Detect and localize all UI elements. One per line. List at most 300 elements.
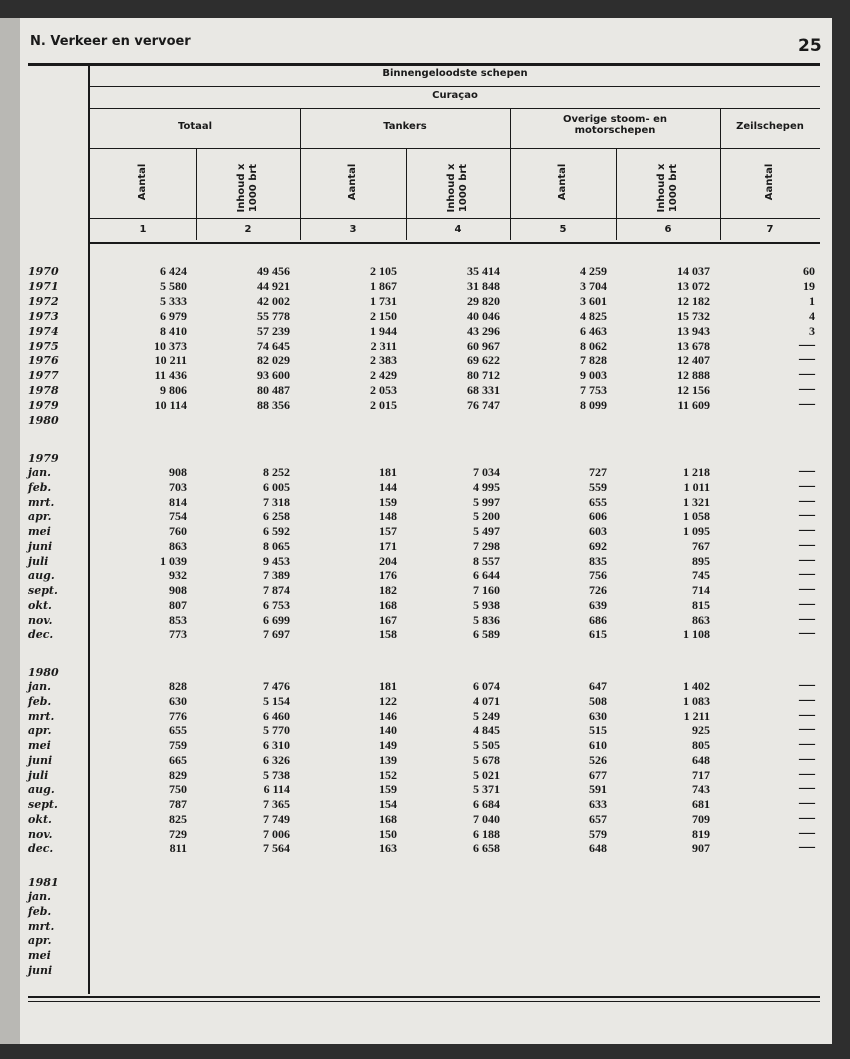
bottom-rule bbox=[28, 996, 820, 998]
table-cell: 639 bbox=[589, 597, 607, 612]
table-cell: 7 298 bbox=[473, 538, 500, 553]
row-label: nov. bbox=[28, 827, 53, 841]
subheader-col-4: Inhoud x 1000 brt bbox=[446, 163, 469, 213]
table-cell: 759 bbox=[169, 738, 187, 752]
top-rule bbox=[28, 63, 820, 66]
table-cell: 57 239 bbox=[257, 323, 290, 338]
year-heading: 1980 bbox=[28, 666, 59, 679]
table-cell: — bbox=[799, 764, 815, 782]
row-label: mrt. bbox=[28, 495, 55, 509]
table-cell: 2 105 bbox=[370, 264, 397, 278]
table-cell: 80 487 bbox=[257, 383, 290, 398]
table-cell: 146 bbox=[379, 708, 397, 723]
table-cell: 6 258 bbox=[263, 509, 290, 524]
row-label: 1977 bbox=[28, 369, 59, 383]
table-cell: 729 bbox=[169, 826, 187, 841]
table-cell: 6 460 bbox=[263, 708, 290, 723]
row-label: feb. bbox=[28, 480, 52, 494]
table-cell: 4 825 bbox=[580, 308, 607, 323]
table-cell: 6 684 bbox=[473, 797, 500, 811]
table-cell: 5 371 bbox=[473, 782, 500, 797]
row-label: dec. bbox=[28, 628, 54, 642]
rule bbox=[90, 86, 820, 87]
table-cell: 703 bbox=[169, 479, 187, 494]
table-cell: 681 bbox=[692, 797, 710, 811]
table-cell: 12 156 bbox=[677, 383, 710, 398]
row-label: juli bbox=[28, 554, 49, 568]
table-cell: 13 943 bbox=[677, 323, 710, 338]
table-cell: 13 072 bbox=[677, 278, 710, 293]
table-cell: 773 bbox=[169, 627, 187, 642]
header-bottom-rule bbox=[90, 242, 820, 244]
group-tankers: Tankers bbox=[383, 121, 427, 132]
table-cell: 686 bbox=[589, 612, 607, 627]
table-cell: 825 bbox=[169, 811, 187, 826]
table-cell: — bbox=[799, 690, 815, 708]
row-label: 1979 bbox=[28, 399, 59, 413]
table-cell: 863 bbox=[169, 538, 187, 553]
table-cell: 907 bbox=[692, 841, 710, 856]
table-cell: 55 778 bbox=[257, 308, 290, 323]
table-cell: 4 071 bbox=[473, 693, 500, 708]
table-cell: 82 029 bbox=[257, 353, 290, 368]
table-cell: — bbox=[799, 735, 815, 752]
table-cell: 6 589 bbox=[473, 627, 500, 642]
table-cell: 925 bbox=[692, 723, 710, 738]
table-cell: 655 bbox=[169, 723, 187, 738]
table-cell: — bbox=[799, 350, 815, 368]
table-cell: 12 182 bbox=[677, 293, 710, 308]
table-cell: 5 770 bbox=[263, 723, 290, 738]
binding-edge bbox=[0, 18, 20, 1044]
table-cell: — bbox=[799, 580, 815, 597]
table-cell: 603 bbox=[589, 524, 607, 538]
column-number: 7 bbox=[766, 224, 774, 235]
table-cell: 158 bbox=[379, 627, 397, 642]
table-cell: 9 806 bbox=[160, 383, 187, 398]
table-cell: 745 bbox=[692, 568, 710, 583]
table-cell: — bbox=[799, 823, 815, 841]
table-subtitle: Curaçao bbox=[432, 90, 478, 101]
row-label: 1975 bbox=[28, 339, 59, 353]
table-cell: 42 002 bbox=[257, 293, 290, 308]
table-cell: — bbox=[799, 565, 815, 583]
table-cell: 8 557 bbox=[473, 553, 500, 568]
table-cell: 4 845 bbox=[473, 723, 500, 738]
section-title: N. Verkeer en vervoer bbox=[30, 34, 191, 49]
table-cell: 606 bbox=[589, 509, 607, 524]
table-cell: 633 bbox=[589, 797, 607, 811]
table-cell: 2 429 bbox=[370, 368, 397, 383]
table-cell: 144 bbox=[379, 479, 397, 494]
column-number: 2 bbox=[244, 224, 252, 235]
table-cell: 43 296 bbox=[467, 323, 500, 338]
table-cell: 7 564 bbox=[263, 841, 290, 856]
group-overige: Overige stoom- en motorschepen bbox=[562, 114, 667, 136]
table-cell: 181 bbox=[379, 465, 397, 479]
table-cell: 7 476 bbox=[263, 679, 290, 693]
table-cell: 750 bbox=[169, 782, 187, 797]
row-label: juni bbox=[28, 539, 53, 553]
row-label: juli bbox=[28, 768, 49, 782]
table-cell: 1 bbox=[809, 293, 815, 308]
table-cell: 692 bbox=[589, 538, 607, 553]
table-cell: — bbox=[799, 365, 815, 383]
table-cell: 767 bbox=[692, 538, 710, 553]
table-cell: 932 bbox=[169, 568, 187, 583]
row-label: okt. bbox=[28, 812, 52, 826]
table-cell: 44 921 bbox=[257, 278, 290, 293]
group-totaal: Totaal bbox=[177, 121, 213, 132]
table-cell: 6 188 bbox=[473, 826, 500, 841]
year-heading: 1979 bbox=[28, 452, 59, 465]
table-cell: 610 bbox=[589, 738, 607, 752]
table-cell: 15 732 bbox=[677, 308, 710, 323]
table-cell: 714 bbox=[692, 583, 710, 597]
table-cell: 828 bbox=[169, 679, 187, 693]
table-cell: 5 938 bbox=[473, 597, 500, 612]
table-cell: 1 867 bbox=[370, 278, 397, 293]
table-cell: 148 bbox=[379, 509, 397, 524]
column-number: 6 bbox=[664, 224, 672, 235]
table-cell: 3 bbox=[809, 323, 815, 338]
row-label: jan. bbox=[28, 466, 51, 479]
table-cell: 630 bbox=[589, 708, 607, 723]
table-cell: 717 bbox=[692, 767, 710, 782]
subheader-col-3: Aantal bbox=[347, 163, 358, 201]
table-cell: 814 bbox=[169, 494, 187, 509]
table-cell: 7 040 bbox=[473, 811, 500, 826]
subheader-col-2: Inhoud x 1000 brt bbox=[236, 163, 259, 213]
table-cell: 140 bbox=[379, 723, 397, 738]
subheader-col-6: Inhoud x 1000 brt bbox=[656, 163, 679, 213]
table-cell: 1 108 bbox=[683, 627, 710, 642]
table-cell: 60 bbox=[803, 264, 815, 278]
table-cell: 10 373 bbox=[154, 338, 187, 353]
table-cell: 11 609 bbox=[677, 398, 710, 413]
table-cell: 168 bbox=[379, 811, 397, 826]
table-cell: 7 828 bbox=[580, 353, 607, 368]
row-label: 1972 bbox=[28, 294, 59, 308]
table-cell: 154 bbox=[379, 797, 397, 811]
table-cell: 6 979 bbox=[160, 308, 187, 323]
rule bbox=[90, 218, 820, 219]
table-cell: — bbox=[799, 521, 815, 538]
table-cell: 176 bbox=[379, 568, 397, 583]
table-cell: 5 249 bbox=[473, 708, 500, 723]
row-label: apr. bbox=[28, 934, 52, 948]
table-cell: 819 bbox=[692, 826, 710, 841]
subheader-col-1: Aantal bbox=[137, 163, 148, 201]
table-cell: 7 034 bbox=[473, 465, 500, 479]
table-cell: 805 bbox=[692, 738, 710, 752]
table-cell: 4 bbox=[809, 308, 815, 323]
table-cell: 157 bbox=[379, 524, 397, 538]
table-cell: 709 bbox=[692, 811, 710, 826]
row-label: apr. bbox=[28, 510, 52, 524]
table-cell: 648 bbox=[692, 752, 710, 767]
row-label: sept. bbox=[28, 798, 58, 811]
table-cell: — bbox=[799, 779, 815, 797]
column-number: 5 bbox=[559, 224, 567, 235]
table-cell: 760 bbox=[169, 524, 187, 538]
row-label: mei bbox=[28, 525, 51, 538]
table-cell: 6 699 bbox=[263, 612, 290, 627]
table-cell: 11 436 bbox=[154, 368, 187, 383]
table-cell: 6 644 bbox=[473, 568, 500, 583]
table-cell: 754 bbox=[169, 509, 187, 524]
table-cell: 2 150 bbox=[370, 308, 397, 323]
table-cell: 7 006 bbox=[263, 826, 290, 841]
row-label: aug. bbox=[28, 783, 55, 797]
table-cell: 1 218 bbox=[683, 465, 710, 479]
table-cell: — bbox=[799, 838, 815, 856]
row-label: 1978 bbox=[28, 384, 59, 398]
table-cell: 19 bbox=[803, 278, 815, 293]
table-cell: 8 099 bbox=[580, 398, 607, 413]
subheader-col-7: Aantal bbox=[764, 163, 775, 201]
table-cell: 1 402 bbox=[683, 679, 710, 693]
table-cell: 14 037 bbox=[677, 264, 710, 278]
table-cell: 5 738 bbox=[263, 767, 290, 782]
table-cell: 2 383 bbox=[370, 353, 397, 368]
table-cell: 630 bbox=[169, 693, 187, 708]
table-cell: 6 424 bbox=[160, 264, 187, 278]
table-cell: — bbox=[799, 808, 815, 826]
row-label: 1973 bbox=[28, 309, 59, 323]
row-label: mei bbox=[28, 739, 51, 752]
row-label: dec. bbox=[28, 842, 54, 856]
table-cell: 756 bbox=[589, 568, 607, 583]
table-cell: 559 bbox=[589, 479, 607, 494]
table-cell: 5 497 bbox=[473, 524, 500, 538]
table-cell: 29 820 bbox=[467, 293, 500, 308]
col-divider bbox=[720, 108, 721, 240]
table-cell: 40 046 bbox=[467, 308, 500, 323]
row-label: sept. bbox=[28, 584, 58, 597]
table-cell: 1 321 bbox=[683, 494, 710, 509]
table-cell: 908 bbox=[169, 583, 187, 597]
table-cell: 6 114 bbox=[263, 782, 290, 797]
rule bbox=[90, 148, 820, 149]
table-cell: — bbox=[799, 749, 815, 767]
table-cell: 7 365 bbox=[263, 797, 290, 811]
table-cell: — bbox=[799, 535, 815, 553]
col-divider bbox=[406, 148, 407, 240]
table-cell: 181 bbox=[379, 679, 397, 693]
col-divider bbox=[510, 108, 511, 240]
row-label: mrt. bbox=[28, 919, 55, 933]
table-cell: 6 753 bbox=[263, 597, 290, 612]
table-cell: 665 bbox=[169, 752, 187, 767]
table-cell: 1 731 bbox=[370, 293, 397, 308]
table-cell: 204 bbox=[379, 553, 397, 568]
row-label: mei bbox=[28, 949, 51, 962]
row-label: juni bbox=[28, 753, 53, 767]
table-cell: 7 753 bbox=[580, 383, 607, 398]
table-cell: 80 712 bbox=[467, 368, 500, 383]
table-cell: 807 bbox=[169, 597, 187, 612]
column-number: 4 bbox=[454, 224, 462, 235]
col-divider bbox=[196, 148, 197, 240]
year-heading: 1981 bbox=[28, 876, 59, 889]
table-cell: 159 bbox=[379, 782, 397, 797]
table-cell: — bbox=[799, 380, 815, 398]
table-cell: 648 bbox=[589, 841, 607, 856]
table-cell: 655 bbox=[589, 494, 607, 509]
table-cell: 776 bbox=[169, 708, 187, 723]
table-cell: 8 410 bbox=[160, 323, 187, 338]
table-cell: 6 074 bbox=[473, 679, 500, 693]
table-cell: 5 200 bbox=[473, 509, 500, 524]
table-cell: 7 749 bbox=[263, 811, 290, 826]
row-label: aug. bbox=[28, 569, 55, 583]
table-cell: 1 058 bbox=[683, 509, 710, 524]
table-cell: 515 bbox=[589, 723, 607, 738]
row-label: apr. bbox=[28, 724, 52, 738]
table-cell: 9 453 bbox=[263, 553, 290, 568]
column-number: 1 bbox=[139, 224, 147, 235]
table-cell: 743 bbox=[692, 782, 710, 797]
table-cell: 811 bbox=[169, 841, 187, 856]
col-divider bbox=[300, 108, 301, 240]
table-cell: 5 997 bbox=[473, 494, 500, 509]
page-number: 25 bbox=[798, 36, 822, 56]
table-cell: 163 bbox=[379, 841, 397, 856]
table-cell: 3 704 bbox=[580, 278, 607, 293]
table-cell: 159 bbox=[379, 494, 397, 509]
table-cell: — bbox=[799, 476, 815, 494]
table-cell: 9 003 bbox=[580, 368, 607, 383]
table-cell: — bbox=[799, 491, 815, 509]
table-cell: 526 bbox=[589, 752, 607, 767]
rule bbox=[90, 108, 820, 109]
table-cell: 4 995 bbox=[473, 479, 500, 494]
table-cell: — bbox=[799, 550, 815, 568]
table-cell: 2 311 bbox=[370, 338, 397, 353]
table-cell: — bbox=[799, 609, 815, 627]
table-cell: — bbox=[799, 506, 815, 524]
table-cell: 10 114 bbox=[154, 398, 187, 413]
table-cell: 727 bbox=[589, 465, 607, 479]
table-cell: 68 331 bbox=[467, 383, 500, 398]
row-label: juni bbox=[28, 963, 53, 977]
table-cell: 815 bbox=[692, 597, 710, 612]
table-cell: 88 356 bbox=[257, 398, 290, 413]
table-cell: 863 bbox=[692, 612, 710, 627]
table-cell: 5 154 bbox=[263, 693, 290, 708]
table-cell: — bbox=[799, 676, 815, 693]
table-cell: 6 326 bbox=[263, 752, 290, 767]
table-cell: 35 414 bbox=[467, 264, 500, 278]
table-cell: 2 053 bbox=[370, 383, 397, 398]
table-cell: — bbox=[799, 720, 815, 738]
table-cell: 152 bbox=[379, 767, 397, 782]
table-cell: 171 bbox=[379, 538, 397, 553]
table-cell: 1 211 bbox=[683, 708, 710, 723]
table-cell: 122 bbox=[379, 693, 397, 708]
table-cell: 908 bbox=[169, 465, 187, 479]
table-cell: 5 021 bbox=[473, 767, 500, 782]
table-cell: 168 bbox=[379, 597, 397, 612]
table-cell: 10 211 bbox=[154, 353, 187, 368]
table-cell: 5 333 bbox=[160, 293, 187, 308]
table-cell: 7 697 bbox=[263, 627, 290, 642]
row-label: okt. bbox=[28, 598, 52, 612]
table-cell: — bbox=[799, 794, 815, 811]
table-cell: 5 678 bbox=[473, 752, 500, 767]
table-cell: 647 bbox=[589, 679, 607, 693]
table-cell: 829 bbox=[169, 767, 187, 782]
table-cell: — bbox=[799, 395, 815, 413]
table-cell: 787 bbox=[169, 797, 187, 811]
subheader-col-5: Aantal bbox=[557, 163, 568, 201]
table-cell: 12 888 bbox=[677, 368, 710, 383]
row-label: 1976 bbox=[28, 354, 59, 368]
col-divider bbox=[616, 148, 617, 240]
table-cell: 2 015 bbox=[370, 398, 397, 413]
table-cell: 835 bbox=[589, 553, 607, 568]
table-cell: 6 310 bbox=[263, 738, 290, 752]
table-cell: 8 252 bbox=[263, 465, 290, 479]
table-cell: 150 bbox=[379, 826, 397, 841]
table-cell: 726 bbox=[589, 583, 607, 597]
table-cell: 149 bbox=[379, 738, 397, 752]
row-label: jan. bbox=[28, 680, 51, 693]
row-label: feb. bbox=[28, 694, 52, 708]
table-cell: — bbox=[799, 624, 815, 642]
table-cell: 31 848 bbox=[467, 278, 500, 293]
table-cell: 6 005 bbox=[263, 479, 290, 494]
table-cell: 167 bbox=[379, 612, 397, 627]
table-cell: 3 601 bbox=[580, 293, 607, 308]
table-cell: 1 083 bbox=[683, 693, 710, 708]
table-cell: 93 600 bbox=[257, 368, 290, 383]
table-cell: 6 592 bbox=[263, 524, 290, 538]
table-cell: 69 622 bbox=[467, 353, 500, 368]
row-label: nov. bbox=[28, 613, 53, 627]
table-cell: 615 bbox=[589, 627, 607, 642]
table-title: Binnengeloodste schepen bbox=[382, 68, 528, 79]
table-cell: 1 039 bbox=[160, 553, 187, 568]
table-cell: 5 836 bbox=[473, 612, 500, 627]
table-cell: 49 456 bbox=[257, 264, 290, 278]
row-label: jan. bbox=[28, 890, 51, 903]
table-cell: 1 011 bbox=[683, 479, 710, 494]
table-cell: — bbox=[799, 705, 815, 723]
row-label: 1974 bbox=[28, 324, 59, 338]
table-cell: 8 065 bbox=[263, 538, 290, 553]
bottom-rule bbox=[28, 1001, 820, 1002]
table-cell: 657 bbox=[589, 811, 607, 826]
table-cell: 12 407 bbox=[677, 353, 710, 368]
table-cell: 591 bbox=[589, 782, 607, 797]
table-cell: 579 bbox=[589, 826, 607, 841]
row-label: 1970 bbox=[28, 265, 59, 278]
table-cell: 76 747 bbox=[467, 398, 500, 413]
table-cell: 60 967 bbox=[467, 338, 500, 353]
table-cell: 1 095 bbox=[683, 524, 710, 538]
table-cell: 508 bbox=[589, 693, 607, 708]
row-label: feb. bbox=[28, 904, 52, 918]
table-cell: 13 678 bbox=[677, 338, 710, 353]
table-cell: 139 bbox=[379, 752, 397, 767]
table-cell: 6 658 bbox=[473, 841, 500, 856]
row-label: mrt. bbox=[28, 709, 55, 723]
table-cell: — bbox=[799, 335, 815, 353]
table-cell: 74 645 bbox=[257, 338, 290, 353]
table-cell: 677 bbox=[589, 767, 607, 782]
